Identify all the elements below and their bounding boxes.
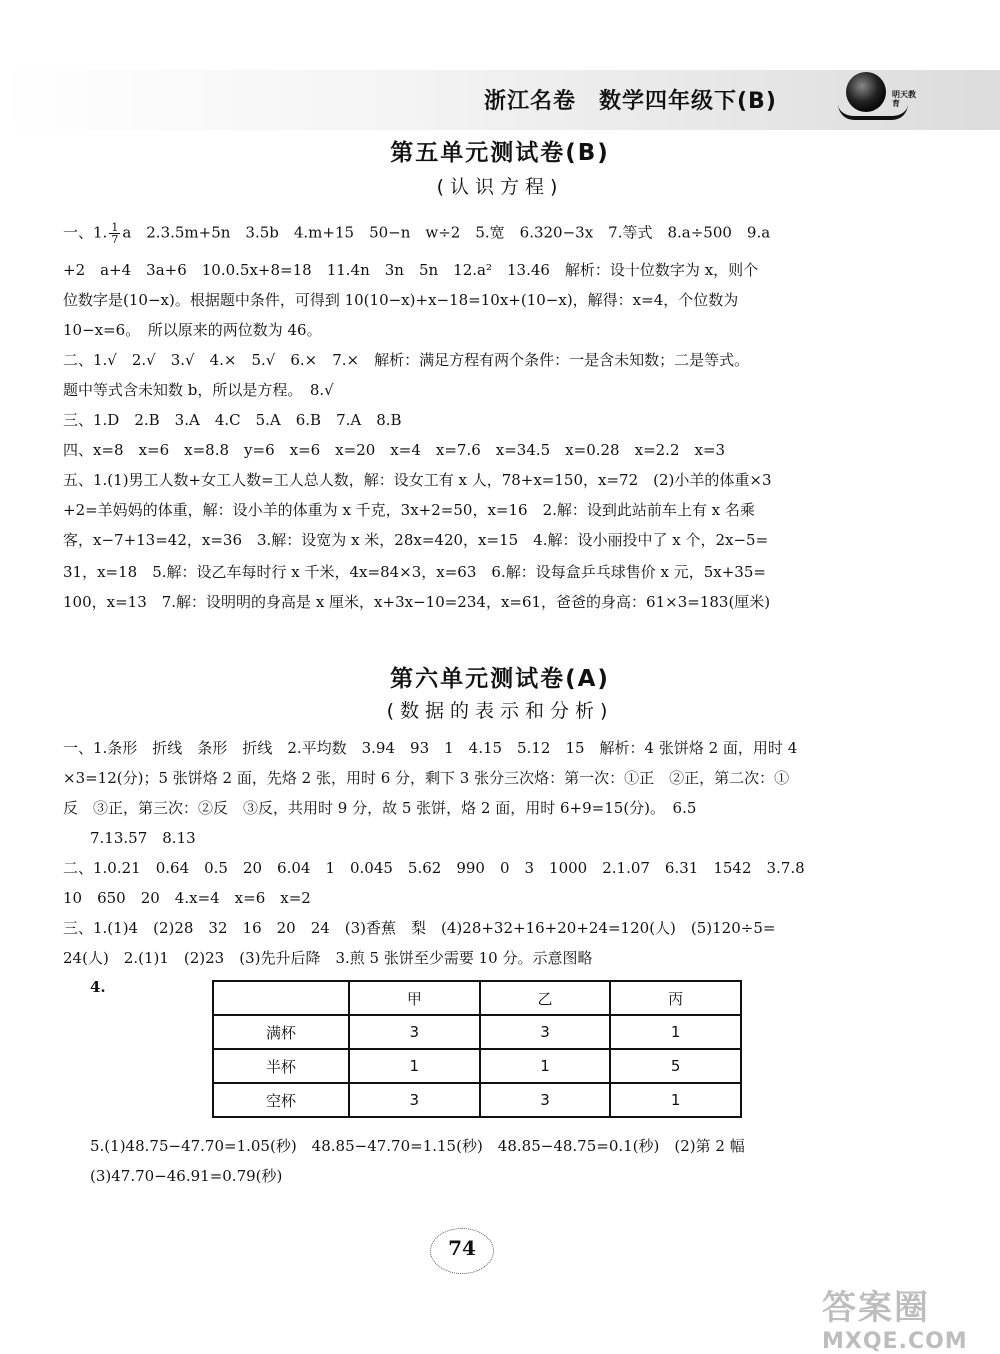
unit5-line: 100，x=13 7.解：设明明的身高是 x 厘米，x+3x−10=234，x=61，爸爸的身高：61×3=183(厘米) (63, 593, 771, 611)
page-header (0, 70, 1000, 130)
unit6-line: 7.13.57 8.13 (90, 829, 196, 847)
table-row (213, 1083, 741, 1117)
table-cell: 3 (480, 1083, 611, 1117)
table-cell: 3 (480, 1015, 611, 1049)
unit5-line: 二、1.√ 2.√ 3.√ 4.× 5.√ 6.× 7.× 解析：满足方程有两个条件：一是含未知数；二是等式。 (63, 351, 750, 369)
table-header-cell: 甲 (349, 981, 480, 1015)
table-header-cell: 乙 (480, 981, 611, 1015)
unit5-line: 位数字是(10−x)。根据题中条件，可得到 10(10−x)+x−18=10x+(10−x)，解得：x=4，个位数为 (63, 291, 739, 309)
fraction: $\frac{1}{7}$ (111, 222, 119, 245)
cups-table (212, 980, 742, 1118)
page-number: 74 (448, 1236, 476, 1260)
table-cell: 半杯 (213, 1049, 349, 1083)
watermark-line1: 答案圈 (822, 1288, 930, 1328)
unit6-line: 24(人) 2.(1)1 (2)23 (3)先升后降 3.煎 5 张饼至少需要 10 分。示意图略 (63, 949, 593, 967)
table-cell: 空杯 (213, 1083, 349, 1117)
unit6-line: (3)47.70−46.91=0.79(秒) (90, 1167, 283, 1185)
unit6-subtitle: (数据的表示和分析) (386, 700, 614, 722)
unit5-line: 10−x=6。 所以原来的两位数为 46。 (63, 321, 322, 339)
unit5-line: 三、1.D 2.B 3.A 4.C 5.A 6.B 7.A 8.B (63, 411, 402, 429)
table-cell: 3 (349, 1015, 480, 1049)
table-row (213, 1049, 741, 1083)
unit6-line: ×3=12(分)；5 张饼烙 2 面，先烙 2 张，用时 6 分，剩下 3 张分三次烙：第一次：①正 ②正，第二次：① (63, 769, 790, 787)
table-header-row (213, 981, 741, 1015)
table-cell: 1 (610, 1083, 741, 1117)
table-cell: 满杯 (213, 1015, 349, 1049)
unit5-line: 31，x=18 5.解：设乙车每时行 x 千米，4x=84×3，x=63 6.解：设每盒乒乓球售价 x 元，5x+35= (63, 563, 766, 581)
unit5-line-1: 一、1. $\frac{1}{7}$ a 2.3.5m+5n 3.5b 4.m+15 50−n w÷2 5.宽 6.320−3x 7.等式 8.a÷500 9.a (63, 222, 771, 245)
unit6-line: 二、1.0.21 0.64 0.5 20 6.04 1 0.045 5.62 990 0 3 1000 2.1.07 6.31 1542 3.7.8 (63, 859, 805, 877)
watermark-line2: MXQE.COM (822, 1329, 968, 1354)
unit6-line: 5.(1)48.75−47.70=1.05(秒) 48.85−47.70=1.15(秒) 48.85−48.75=0.1(秒) (2)第 2 幅 (90, 1137, 745, 1155)
unit6-line: 10 650 20 4.x=4 x=6 x=2 (63, 889, 311, 907)
table-cell: 3 (349, 1083, 480, 1117)
unit5-line: +2=羊妈妈的体重，解：设小羊的体重为 x 千克，3x+2=50，x=16 2.解：设到此站前车上有 x 名乘 (63, 501, 755, 519)
table-header-cell (213, 981, 349, 1015)
unit5-prefix: 一、1. (63, 223, 108, 242)
unit6-line: 三、1.(1)4 (2)28 32 16 20 24 (3)香蕉 梨 (4)28+32+16+20+24=120(人) (5)120÷5= (63, 919, 776, 937)
unit5-line: 五、1.(1)男工人数+女工人数=工人总人数，解：设女工有 x 人，78+x=150，x=72 (2)小羊的体重×3 (63, 471, 772, 489)
unit5-line: 四、x=8 x=6 x=8.8 y=6 x=6 x=20 x=4 x=7.6 x=34.5 x=0.28 x=2.2 x=3 (63, 441, 726, 459)
unit6-line: 反 ③正，第三次：②反 ③反，共用时 9 分，故 5 张饼，烙 2 面，用时 6+9=15(分)。 6.5 (63, 799, 697, 817)
header-title: 浙江名卷 数学四年级下(B) (484, 89, 777, 114)
table-header-cell: 丙 (610, 981, 741, 1015)
table-cell: 1 (480, 1049, 611, 1083)
unit6-line: 一、1.条形 折线 条形 折线 2.平均数 3.94 93 1 4.15 5.12 15 解析：4 张饼烙 2 面，用时 4 (63, 739, 798, 757)
unit5-line: 题中等式含未知数 b，所以是方程。 8.√ (63, 381, 334, 399)
unit5-line: 客，x−7+13=42，x=36 3.解：设宽为 x 米，28x=420，x=15 4.解：设小丽投中了 x 个，2x−5= (63, 531, 769, 549)
unit6-title: 第六单元测试卷(A) (390, 666, 610, 692)
unit5-subtitle: (认识方程) (436, 176, 564, 198)
question-4-label: 4. (90, 978, 106, 996)
logo-text: 明天教育 (892, 90, 916, 108)
table-cell: 1 (610, 1015, 741, 1049)
table-row (213, 1015, 741, 1049)
watermark (822, 1280, 992, 1354)
unit5-line: +2 a+4 3a+6 10.0.5x+8=18 11.4n 3n 5n 12.a² 13.46 解析：设十位数字为 x，则个 (63, 261, 759, 279)
table-cell: 1 (349, 1049, 480, 1083)
unit5-title: 第五单元测试卷(B) (390, 140, 610, 166)
table-cell: 5 (610, 1049, 741, 1083)
